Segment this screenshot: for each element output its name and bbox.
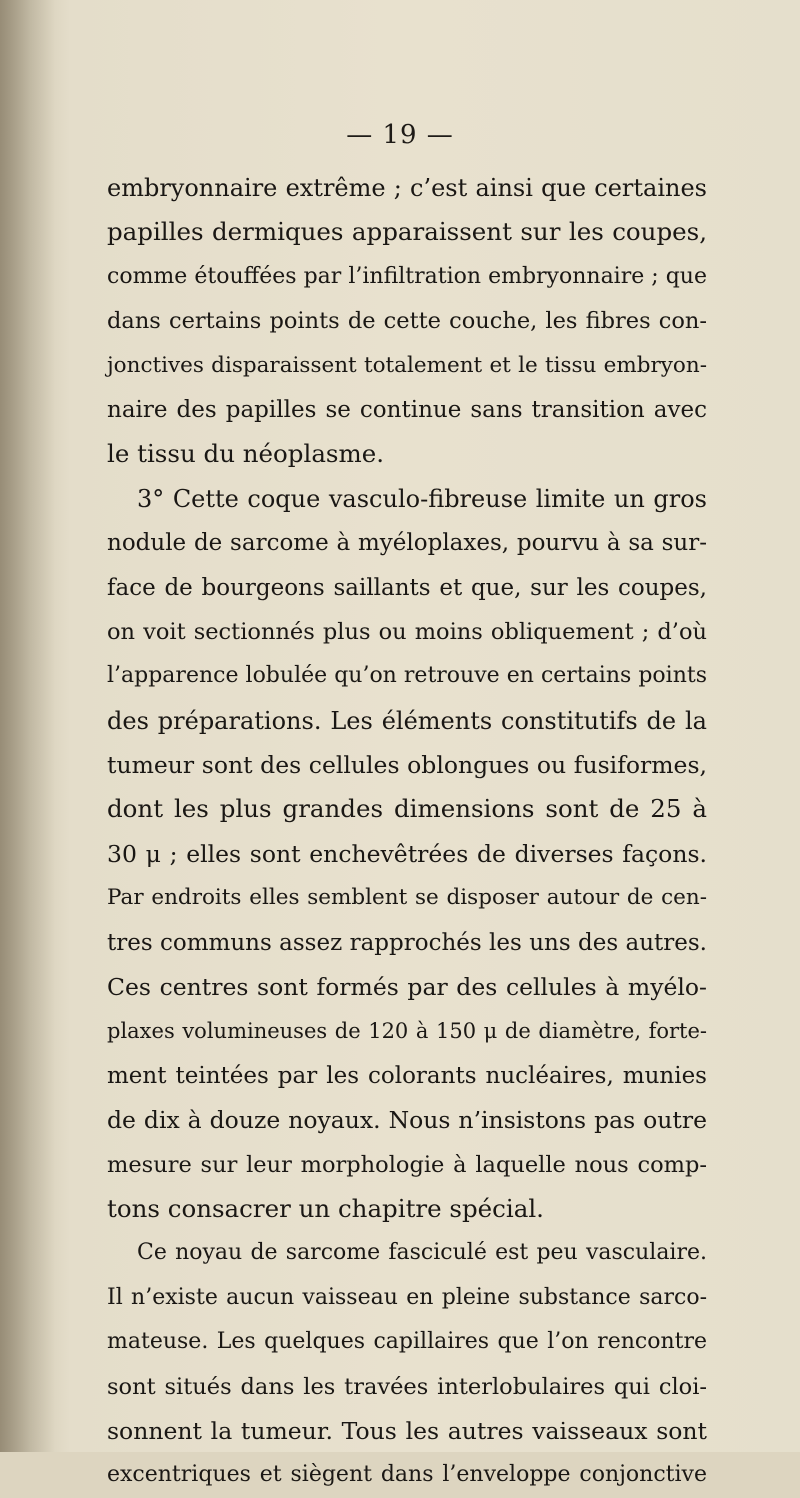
text-line: mesure sur leur morphologie à laquelle nous comp- [107,1151,707,1178]
text-line: Ce noyau de sarcome fasciculé est peu vasculaire. [137,1240,707,1266]
text-line: des préparations. Les éléments constitutifs de la [107,706,707,735]
text-line: dans certains points de cette couche, les fibres con- [107,308,707,335]
text-line: excentriques et siègent dans l’enveloppe conjonctive [107,1462,707,1488]
text-line: l’apparence lobulée qu’on retrouve en certains points [107,663,707,689]
text-line: sonnent la tumeur. Tous les autres vaisseaux sont [107,1416,707,1445]
text-line: face de bourgeons saillants et que, sur les coupes, [107,574,707,601]
page-number: — 19 — [346,120,454,150]
text-line: on voit sectionnés plus ou moins obliquement ; d’où [107,618,707,645]
text-line: 3° Cette coque vasculo-fibreuse limite un gros [137,484,707,513]
text-line: ment teintées par les colorants nucléaires, munies [107,1062,707,1089]
text-line: tons consacrer un chapitre spécial. [107,1193,544,1223]
text-line: sont situés dans les travées interlobulaires qui cloi- [107,1373,707,1400]
text-line: le tissu du néoplasme. [107,439,385,469]
text-line: 30 μ ; elles sont enchevêtrées de diverses façons. [107,839,707,868]
text-line: comme étouffées par l’infiltration embryonnaire ; que [107,263,707,289]
text-line: tres communs assez rapprochés les uns des autres. [107,929,707,956]
text-line: naire des papilles se continue sans transition avec [107,396,707,423]
text-line: Par endroits elles semblent se disposer autour de cen- [107,885,707,911]
text-line: jonctives disparaissent totalement et le tissu embryon- [107,352,707,378]
text-line: nodule de sarcome à myéloplaxes, pourvu à sa sur- [107,530,707,557]
text-line: mateuse. Les quelques capillaires que l’on rencontre [107,1329,707,1355]
page-binding-shadow [0,0,55,1452]
body-text [107,166,707,1498]
text-line: de dix à douze noyaux. Nous n’insistons pas outre [107,1106,707,1135]
text-line: plaxes volumineuses de 120 à 150 μ de diamètre, forte- [107,1019,707,1044]
text-line: papilles dermiques apparaissent sur les coupes, [107,217,707,247]
text-line: Ces centres sont formés par des cellules à myélo- [107,973,707,1002]
text-line: embryonnaire extrême ; c’est ainsi que certaines [107,174,707,202]
text-line: Il n’existe aucun vaisseau en pleine substance sarco- [107,1284,707,1310]
text-line: tumeur sont des cellules oblongues ou fusiformes, [107,751,707,780]
text-line: dont les plus grandes dimensions sont de 25 à [107,794,707,824]
